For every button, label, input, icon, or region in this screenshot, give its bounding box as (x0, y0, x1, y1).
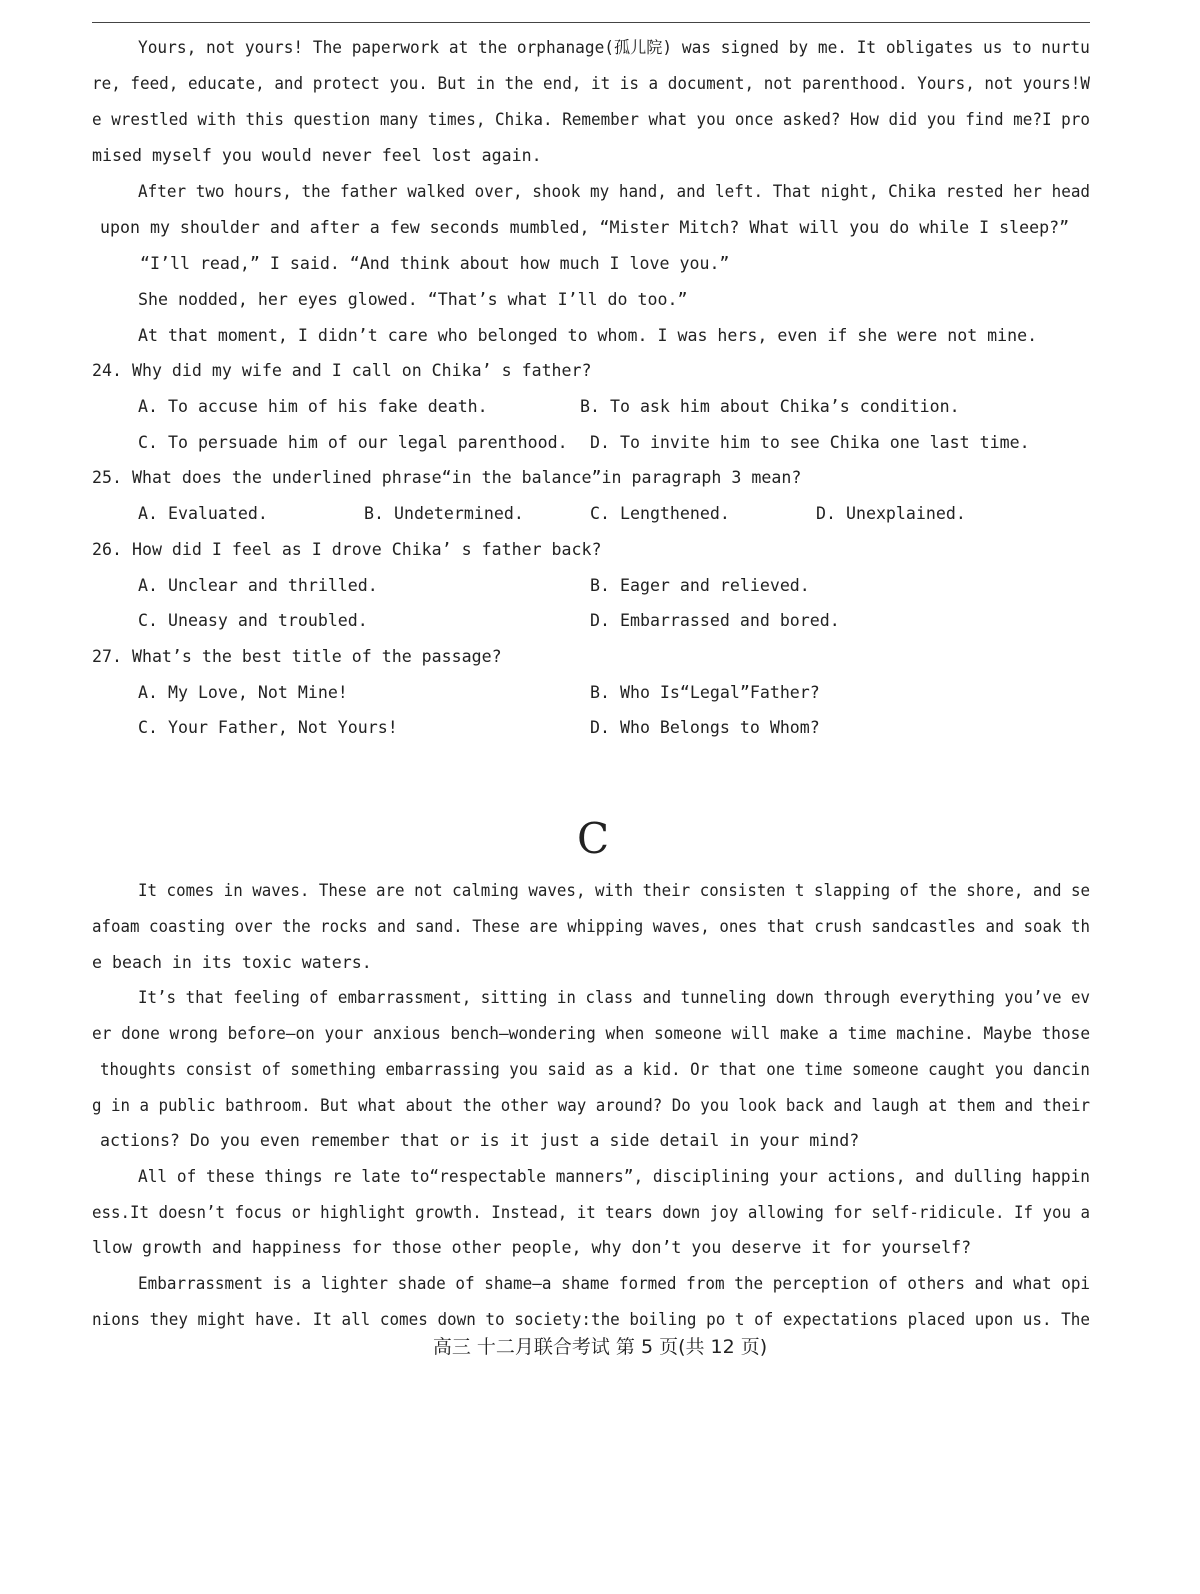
paragraph-line: mised myself you would never feel lost again. (92, 146, 542, 165)
question-27-option-b: B. Who Is“Legal”Father? (590, 683, 820, 702)
paragraph-line: ess.It doesn’t focus or highlight growth. Instead, it tears down joy allowing for self-ridicule. If you a (92, 1203, 1091, 1222)
question-25-stem: 25. What does the underlined phrase“in the balance”in paragraph 3 mean? (92, 468, 802, 487)
page-footer: 高三 十二月联合考试 第 5 页(共 12 页) (432, 1336, 768, 1358)
question-25-option-c: C. Lengthened. (590, 504, 730, 523)
paragraph-line: e wrestled with this question many times, Chika. Remember what you once asked? How did you find me?I pro (92, 110, 1090, 129)
paragraph-line: After two hours, the father walked over, shook my hand, and left. That night, Chika rested her head (138, 182, 1091, 201)
paragraph-line: e beach in its toxic waters. (92, 953, 372, 972)
paragraph-line: llow growth and happiness for those other people, why don’t you deserve it for yourself? (92, 1238, 972, 1257)
question-27-option-c: C. Your Father, Not Yours! (138, 718, 398, 737)
paragraph-line: er done wrong before—on your anxious bench—wondering when someone will make a time machine. Maybe those (92, 1024, 1091, 1043)
paragraph-line: afoam coasting over the rocks and sand. These are whipping waves, ones that crush sandcastles and soak th (92, 917, 1091, 936)
question-27-option-a: A. My Love, Not Mine! (138, 683, 348, 702)
question-25-option-a: A. Evaluated. (138, 504, 268, 523)
paragraph-line: “I’ll read,” I said. “And think about how much I love you.” (140, 254, 730, 273)
paragraph-line: It comes in waves. These are not calming waves, with their consisten t slapping of the shore, and se (138, 881, 1091, 900)
paragraph-line: re, feed, educate, and protect you. But in the end, it is a document, not parenthood. Yours, not yours!W (92, 74, 1090, 93)
question-26-option-b: B. Eager and relieved. (590, 576, 810, 595)
paragraph-line: Embarrassment is a lighter shade of shame—a shame formed from the perception of others and what opi (138, 1274, 1091, 1293)
paragraph-line: It’s that feeling of embarrassment, sitting in class and tunneling down through everything you’ve ev (138, 988, 1091, 1007)
paragraph-line: thoughts consist of something embarrassing you said as a kid. Or that one time someone caught you dancin (100, 1060, 1090, 1079)
question-26-option-c: C. Uneasy and troubled. (138, 611, 368, 630)
paragraph-line: Yours, not yours! The paperwork at the orphanage(孤儿院) was signed by me. It obligates us to nurtu (138, 38, 1090, 57)
question-24-option-c: C. To persuade him of our legal parenthood. (138, 433, 568, 452)
paragraph-line: actions? Do you even remember that or is it just a side detail in your mind? (100, 1131, 860, 1150)
paragraph-line: At that moment, I didn’t care who belonged to whom. I was hers, even if she were not mine. (138, 326, 1038, 345)
paragraph-line: nions they might have. It all comes down to society:the boiling po t of expectations placed upon us. The (92, 1310, 1090, 1329)
question-27-stem: 27. What’s the best title of the passage? (92, 647, 502, 666)
question-24-option-a: A. To accuse him of his fake death. (138, 397, 488, 416)
question-25-option-b: B. Undetermined. (364, 504, 524, 523)
question-24-stem: 24. Why did my wife and I call on Chika’ s father? (92, 361, 592, 380)
question-25-option-d: D. Unexplained. (816, 504, 966, 523)
question-26-option-a: A. Unclear and thrilled. (138, 576, 378, 595)
top-rule (92, 22, 1090, 23)
question-27-option-d: D. Who Belongs to Whom? (590, 718, 820, 737)
question-26-option-d: D. Embarrassed and bored. (590, 611, 840, 630)
question-26-stem: 26. How did I feel as I drove Chika’ s father back? (92, 540, 602, 559)
paragraph-line: She nodded, her eyes glowed. “That’s what I’ll do too.” (138, 290, 688, 309)
paragraph-line: g in a public bathroom. But what about the other way around? Do you look back and laugh at them and their (92, 1096, 1091, 1115)
paragraph-line: upon my shoulder and after a few seconds mumbled, “Mister Mitch? What will you do while I sleep?” (100, 218, 1070, 237)
question-24-option-d: D. To invite him to see Chika one last time. (590, 433, 1030, 452)
question-24-option-b: B. To ask him about Chika’s condition. (580, 397, 960, 416)
paragraph-line: All of these things re late to“respectable manners”, disciplining your actions, and dulling happin (138, 1167, 1091, 1186)
section-heading: C (577, 814, 610, 863)
